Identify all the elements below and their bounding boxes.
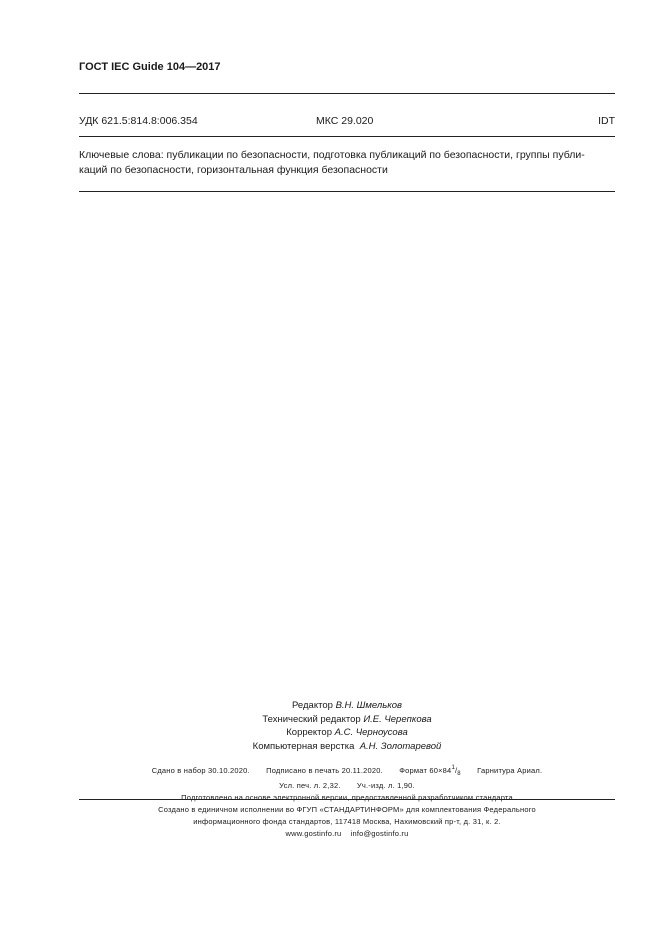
imprint-prepared-note: Подготовлено на основе электронной версии, предоставленной разработчиком стандарта xyxy=(181,793,513,802)
staff-name: А.Н. Золотаревой xyxy=(359,740,442,752)
signed-date: Подписано в печать 20.11.2020. xyxy=(266,766,383,775)
publisher-contacts xyxy=(79,828,615,840)
paper-format: Формат $60\times 84^1/_8$ xyxy=(399,765,461,777)
staff-role: Технический редактор xyxy=(262,713,361,725)
staff-name: А.С. Черноусова xyxy=(334,727,408,738)
staff-row-proofreader xyxy=(79,726,615,740)
imprint-divider xyxy=(79,799,615,800)
editorial-staff xyxy=(79,699,615,753)
typeset-date: Сдано в набор 30.10.2020. xyxy=(151,766,250,775)
publisher-website-link[interactable]: www.gostinfo.ru xyxy=(285,829,342,838)
publisher-email-link[interactable]: info@gostinfo.ru xyxy=(350,829,409,838)
staff-role: Компьютерная верстка xyxy=(252,740,355,752)
staff-row-editor xyxy=(79,699,615,713)
imprint-dates-row xyxy=(79,762,615,780)
keywords-block xyxy=(79,148,615,178)
staff-name: В.Н. Шмельков xyxy=(335,700,402,711)
publisher-address: информационного фонда стандартов, 117418 Москва, Нахимовский пр-т, д. 31, к. 2. xyxy=(193,817,501,826)
udk-code: УДК 621.5:814.8:006.354 xyxy=(79,115,198,127)
idt-mark: IDT xyxy=(598,115,615,127)
publisher-line: Создано в единичном исполнении во ФГУП «СТАНДАРТИНФОРМ» для комплектования Федерального xyxy=(158,805,536,814)
publisher-block xyxy=(79,804,615,840)
keywords-divider xyxy=(79,191,615,192)
document-code: ГОСТ IEC Guide 104—2017 xyxy=(79,61,221,73)
staff-row-layout xyxy=(79,740,615,754)
keywords-line: каций по безопасности, горизонтальная функция безопасности xyxy=(79,164,388,176)
printed-sheets: Усл. печ. л. 2,32. xyxy=(279,781,341,790)
print-imprint xyxy=(79,762,615,804)
staff-name: И.Е. Черепкова xyxy=(363,713,432,725)
staff-role: Корректор xyxy=(286,727,332,738)
staff-row-technical-editor xyxy=(79,713,615,727)
keywords-line: Ключевые слова: публикации по безопасности, подготовка публикаций по безопасности, группы публи- xyxy=(79,149,585,161)
top-divider xyxy=(79,93,615,94)
mks-code: МКС 29.020 xyxy=(316,115,374,127)
classification-divider xyxy=(79,136,615,137)
typeface: Гарнитура Ариал. xyxy=(477,766,543,775)
publisher-sheets: Уч.-изд. л. 1,90. xyxy=(356,781,415,790)
staff-role: Редактор xyxy=(292,700,333,711)
imprint-sheets-row xyxy=(79,780,615,792)
